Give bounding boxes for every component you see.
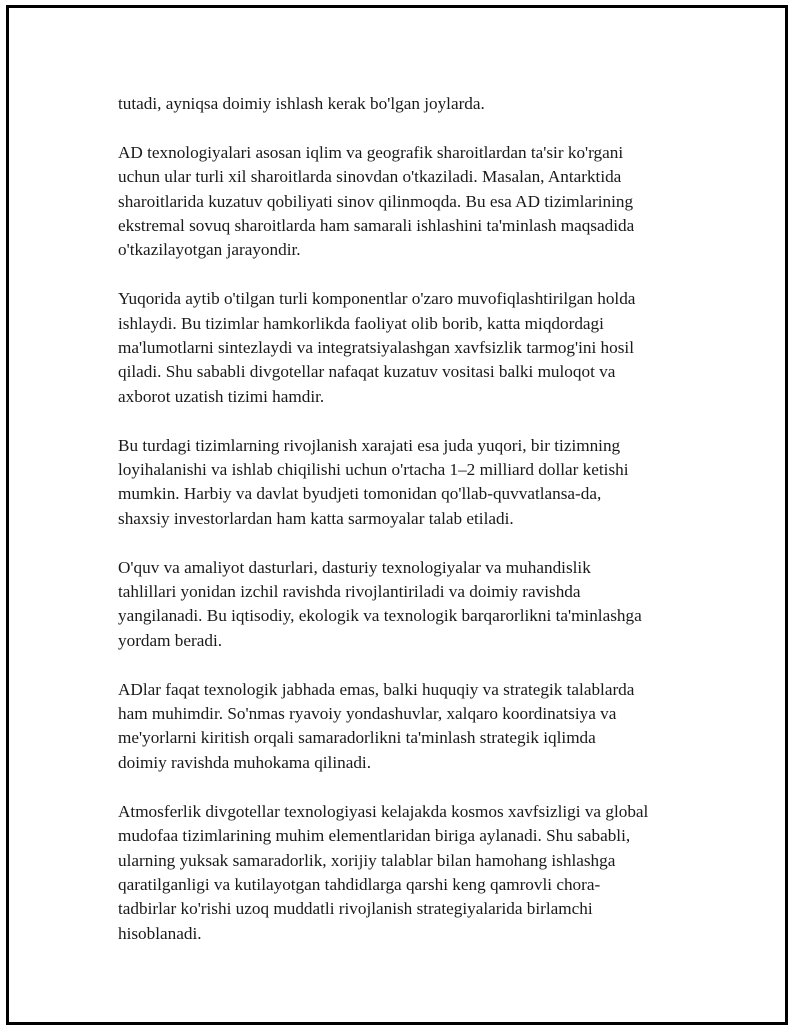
paragraph-1: tutadi, ayniqsa doimiy ishlash kerak bo'lgan joylarda. [118,94,485,113]
paragraph-4: Bu turdagi tizimlarning rivojlanish xarajati esa juda yuqori, bir tizimning loyihalanishi va ishlab chiqilishi uchun o'rtacha 1–2 milliard dollar ketishi mumkin. Harbiy va davlat byudjeti tomonidan qo'llab-quvvatlansa-da, shaxsiy investorlardan ham katta sarmoyalar talab etiladi. [118,435,629,528]
paragraph-3: Yuqorida aytib o'tilgan turli komponentlar o'zaro muvofiqlashtirilgan holda ishlaydi. Bu tizimlar hamkorlikda faoliyat olib borib, katta miqdordagi ma'lumotlarni sintezlaydi va integratsiyalashgan xavfsizlik tarmog'ini hosil qiladi. Shu sababli divgotellar nafaqat kuzatuv vositasi balki muloqot va axborot uzatish tizimi hamdir. [118,289,636,406]
paragraph-7: Atmosferlik divgotellar texnologiyasi kelajakda kosmos xavfsizligi va global mudofaa tizimlarining muhim elementlaridan biriga aylanadi. Shu sababli, ularning yuksak samaradorlik, xorijiy talablar bilan hamohang ishlashga qaratilganligi va kutilayotgan tahdidlarga qarshi keng qamrovli chora- tadbirlar ko'rishi uzoq muddatli rivojlanish strategiyalarida birlamchi hisoblanadi. [118,801,649,943]
paragraph-6: ADlar faqat texnologik jabhada emas, balki huquqiy va strategik talablarda ham muhimdir. So'nmas ryavoiy yondashuvlar, xalqaro koordinatsiya va me'yorlarni kiritish orqali samaradorlikni ta'minlash strategik iqlimda doimiy ravishda muhokama qilinadi. [118,679,635,772]
paragraph-2: AD texnologiyalari asosan iqlim va geografik sharoitlardan ta'sir ko'rgani uchun ular turli xil sharoitlarda sinovdan o'tkaziladi. Masalan, Antarktida sharoitlarida kuzatuv qobiliyati sinov qilinmoqda. Bu esa AD tizimlarining ekstremal sovuq sharoitlarda ham samarali ishlashini ta'minlash maqsadida o'tkazilayotgan jarayondir. [118,142,635,260]
paragraph-5: O'quv va amaliyot dasturlari, dasturiy texnologiyalar va muhandislik tahlillari yonidan izchil ravishda rivojlantiriladi va doimiy ravishda yangilanadi. Bu iqtisodiy, ekologik va texnologik barqarorlikni ta'minlashga yordam beradi. [118,557,642,650]
document-body [118,92,688,971]
